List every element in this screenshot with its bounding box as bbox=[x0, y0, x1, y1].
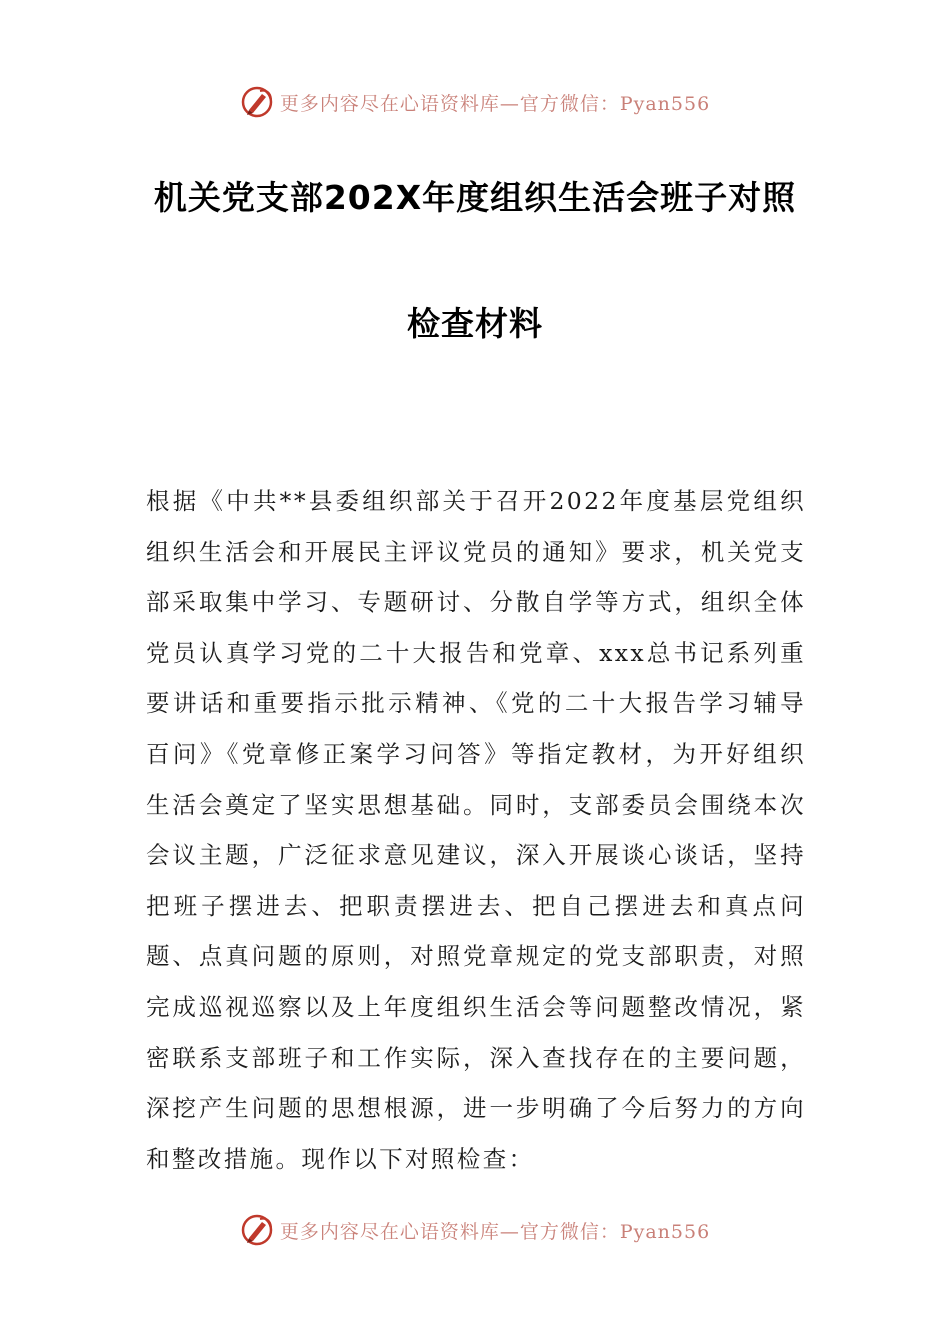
header-watermark bbox=[0, 84, 950, 120]
body-paragraph: 根据《中共**县委组织部关于召开2022年度基层党组织组织生活会和开展民主评议党员的通知》要求，机关党支部采取集中学习、专题研讨、分散自学等方式，组织全体党员认真学习党的二十大报告和党章、xxx总书记系列重要讲话和重要指示批示精神、《党的二十大报告学习辅导百问》《党章修正案学习问答》等指定教材，为开好组织生活会奠定了坚实思想基础。同时，支部委员会围绕本次会议主题，广泛征求意见建议，深入开展谈心谈话，坚持把班子摆进去、把职责摆进去、把自己摆进去和真点问题、点真问题的原则，对照党章规定的党支部职责，对照完成巡视巡察以及上年度组织生活会等问题整改情况，紧密联系支部班子和工作实际，深入查找存在的主要问题，深挖产生问题的思想根源，进一步明确了今后努力的方向和整改措施。现作以下对照检查： bbox=[146, 487, 806, 1173]
footer-watermark bbox=[0, 1212, 950, 1248]
document-title-line2: 检查材料 bbox=[407, 304, 543, 343]
pen-circle-logo-icon bbox=[240, 1213, 274, 1247]
pen-circle-logo-icon bbox=[240, 85, 274, 119]
document-title-line1: 机关党支部202X年度组织生活会班子对照 bbox=[153, 178, 797, 217]
watermark-text: 更多内容尽在心语资料库—官方微信：Pyan556 bbox=[279, 1220, 711, 1243]
watermark-text: 更多内容尽在心语资料库—官方微信：Pyan556 bbox=[279, 92, 711, 115]
